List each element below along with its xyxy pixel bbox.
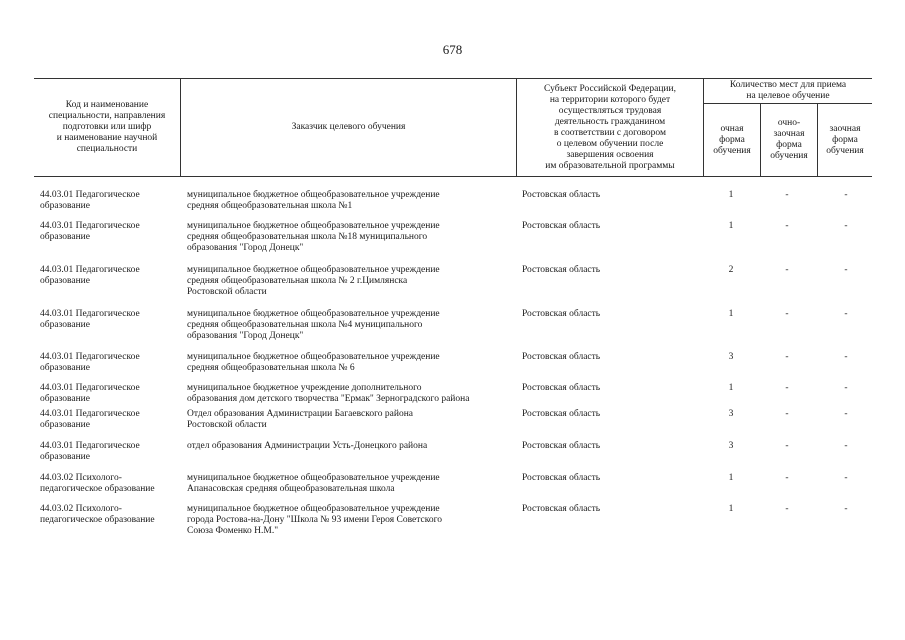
- header-places: Количество мест для приема на целевое обучение: [729, 80, 847, 101]
- row-part-time: -: [785, 409, 789, 419]
- row-region: Ростовская область: [522, 352, 601, 362]
- row-part-time: -: [785, 352, 789, 362]
- row-part-time: -: [785, 221, 789, 231]
- row-region: Ростовская область: [522, 504, 601, 514]
- row-region: Ростовская область: [522, 265, 601, 275]
- row-distance: -: [844, 409, 848, 419]
- row-distance: -: [844, 473, 848, 483]
- row-region: Ростовская область: [522, 190, 601, 200]
- row-code: 44.03.01 Педагогическое образование: [40, 441, 140, 462]
- row-code: 44.03.01 Педагогическое образование: [40, 221, 140, 242]
- row-part-time: -: [785, 190, 789, 200]
- row-part-time: -: [785, 473, 789, 483]
- row-customer: Отдел образования Администрации Багаевского района Ростовской области: [187, 409, 413, 430]
- row-distance: -: [844, 265, 848, 275]
- row-distance: -: [844, 309, 848, 319]
- row-code: 44.03.01 Педагогическое образование: [40, 309, 140, 330]
- row-code: 44.03.01 Педагогическое образование: [40, 409, 140, 430]
- row-customer: отдел образования Администрации Усть-Донецкого района: [187, 441, 428, 451]
- row-region: Ростовская область: [522, 441, 601, 451]
- row-distance: -: [844, 383, 848, 393]
- row-region: Ростовская область: [522, 383, 601, 393]
- page-number: 678: [442, 42, 463, 57]
- row-region: Ростовская область: [522, 221, 601, 231]
- row-full-time: 3: [728, 409, 734, 419]
- header-full-time: очная форма обучения: [713, 123, 751, 156]
- row-customer: муниципальное бюджетное общеобразовательное учреждение средняя общеобразовательная школа №4 муниципального образования "Город Донецк": [187, 309, 440, 341]
- row-distance: -: [844, 504, 848, 514]
- row-customer: муниципальное бюджетное общеобразовательное учреждение средняя общеобразовательная школа №18 муниципального образования "Город Донецк": [187, 221, 440, 253]
- header-region: Субъект Российской Федерации, на территории которого будет осуществляться трудовая деятельность гражданином в соответствии с договором о целевом обучении после завершения освоения им образовательной программы: [544, 83, 676, 171]
- row-full-time: 1: [728, 473, 734, 483]
- row-full-time: 1: [728, 190, 734, 200]
- row-customer: муниципальное бюджетное учреждение дополнительного образования дом детского творчества "Ермак" Зерноградского района: [187, 383, 470, 404]
- row-region: Ростовская область: [522, 409, 601, 419]
- row-region: Ростовская область: [522, 309, 601, 319]
- row-full-time: 2: [728, 265, 734, 275]
- row-region: Ростовская область: [522, 473, 601, 483]
- row-part-time: -: [785, 265, 789, 275]
- row-code: 44.03.01 Педагогическое образование: [40, 190, 140, 211]
- row-customer: муниципальное бюджетное общеобразовательное учреждение города Ростова-на-Дону "Школа № 93 имени Героя Советского Союза Фоменко Н.М.": [187, 504, 443, 536]
- header-distance: заочная форма обучения: [826, 123, 864, 156]
- row-code: 44.03.01 Педагогическое образование: [40, 383, 140, 404]
- row-full-time: 3: [728, 352, 734, 362]
- row-full-time: 1: [728, 221, 734, 231]
- row-code: 44.03.01 Педагогическое образование: [40, 265, 140, 286]
- row-full-time: 1: [728, 383, 734, 393]
- row-part-time: -: [785, 441, 789, 451]
- row-customer: муниципальное бюджетное общеобразовательное учреждение средняя общеобразовательная школа №1: [187, 190, 440, 211]
- header-customer: Заказчик целевого обучения: [291, 122, 406, 132]
- row-full-time: 3: [728, 441, 734, 451]
- row-customer: муниципальное бюджетное общеобразовательное учреждение средняя общеобразовательная школа № 2 г.Цимлянска Ростовской области: [187, 265, 440, 297]
- header-code: Код и наименование специальности, направления подготовки или шифр и наименование научной специальности: [48, 100, 166, 154]
- row-customer: муниципальное бюджетное общеобразовательное учреждение средняя общеобразовательная школа № 6: [187, 352, 440, 373]
- header-part-time: очно- заочная форма обучения: [770, 118, 808, 161]
- header-bottom-rule: [34, 176, 872, 177]
- row-distance: -: [844, 190, 848, 200]
- row-distance: -: [844, 221, 848, 231]
- row-part-time: -: [785, 309, 789, 319]
- row-distance: -: [844, 352, 848, 362]
- row-code: 44.03.01 Педагогическое образование: [40, 352, 140, 373]
- row-full-time: 1: [728, 504, 734, 514]
- row-code: 44.03.02 Психолого- педагогическое образование: [40, 473, 155, 494]
- row-full-time: 1: [728, 309, 734, 319]
- row-customer: муниципальное бюджетное общеобразовательное учреждение Апанасовская средняя общеобразовательная школа: [187, 473, 440, 494]
- row-code: 44.03.02 Психолого- педагогическое образование: [40, 504, 155, 525]
- row-part-time: -: [785, 383, 789, 393]
- row-part-time: -: [785, 504, 789, 514]
- row-distance: -: [844, 441, 848, 451]
